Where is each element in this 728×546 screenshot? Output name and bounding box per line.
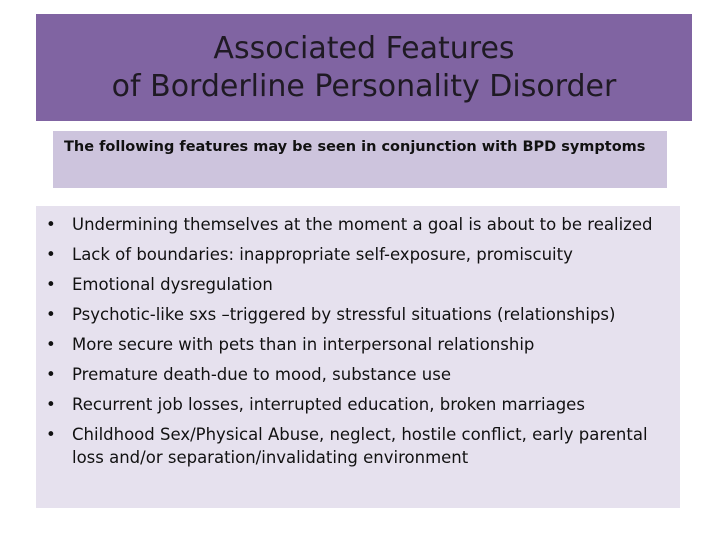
bullet-text: Undermining themselves at the moment a goal is about to be realized <box>72 215 653 234</box>
content-box <box>36 206 680 508</box>
bullet-item <box>45 213 672 236</box>
bullet-icon: • <box>46 305 56 324</box>
bullet-item <box>45 363 672 386</box>
bullet-list <box>45 213 672 469</box>
bullet-item <box>45 243 672 266</box>
bullet-text: Psychotic-like sxs –triggered by stressful situations (relationships) <box>72 305 616 324</box>
bullet-icon: • <box>46 275 56 294</box>
bullet-text: Premature death-due to mood, substance use <box>72 365 451 384</box>
bullet-icon: • <box>46 335 56 354</box>
slide-title-line-2: of Borderline Personality Disorder <box>111 68 617 104</box>
bullet-item <box>45 303 672 326</box>
slide-title-line-1: Associated Features <box>213 30 515 66</box>
subtitle-text: The following features may be seen in conjunction with BPD symptoms <box>64 139 646 155</box>
bullet-icon: • <box>46 365 56 384</box>
bullet-text: Lack of boundaries: inappropriate self-exposure, promiscuity <box>72 245 573 264</box>
bullet-item <box>45 423 672 469</box>
subtitle-box <box>53 131 667 188</box>
bullet-icon: • <box>46 215 56 234</box>
bullet-item <box>45 273 672 296</box>
bullet-icon: • <box>46 395 56 414</box>
bullet-item <box>45 393 672 416</box>
bullet-text: Emotional dysregulation <box>72 275 273 294</box>
title-banner <box>36 14 692 121</box>
bullet-icon: • <box>46 245 56 264</box>
bullet-icon: • <box>46 425 56 444</box>
bullet-text: Childhood Sex/Physical Abuse, neglect, hostile conflict, early parental loss and/or separation/invalidating environment <box>72 425 648 467</box>
bullet-text: Recurrent job losses, interrupted education, broken marriages <box>72 395 585 414</box>
bullet-text: More secure with pets than in interpersonal relationship <box>72 335 535 354</box>
bullet-item <box>45 333 672 356</box>
